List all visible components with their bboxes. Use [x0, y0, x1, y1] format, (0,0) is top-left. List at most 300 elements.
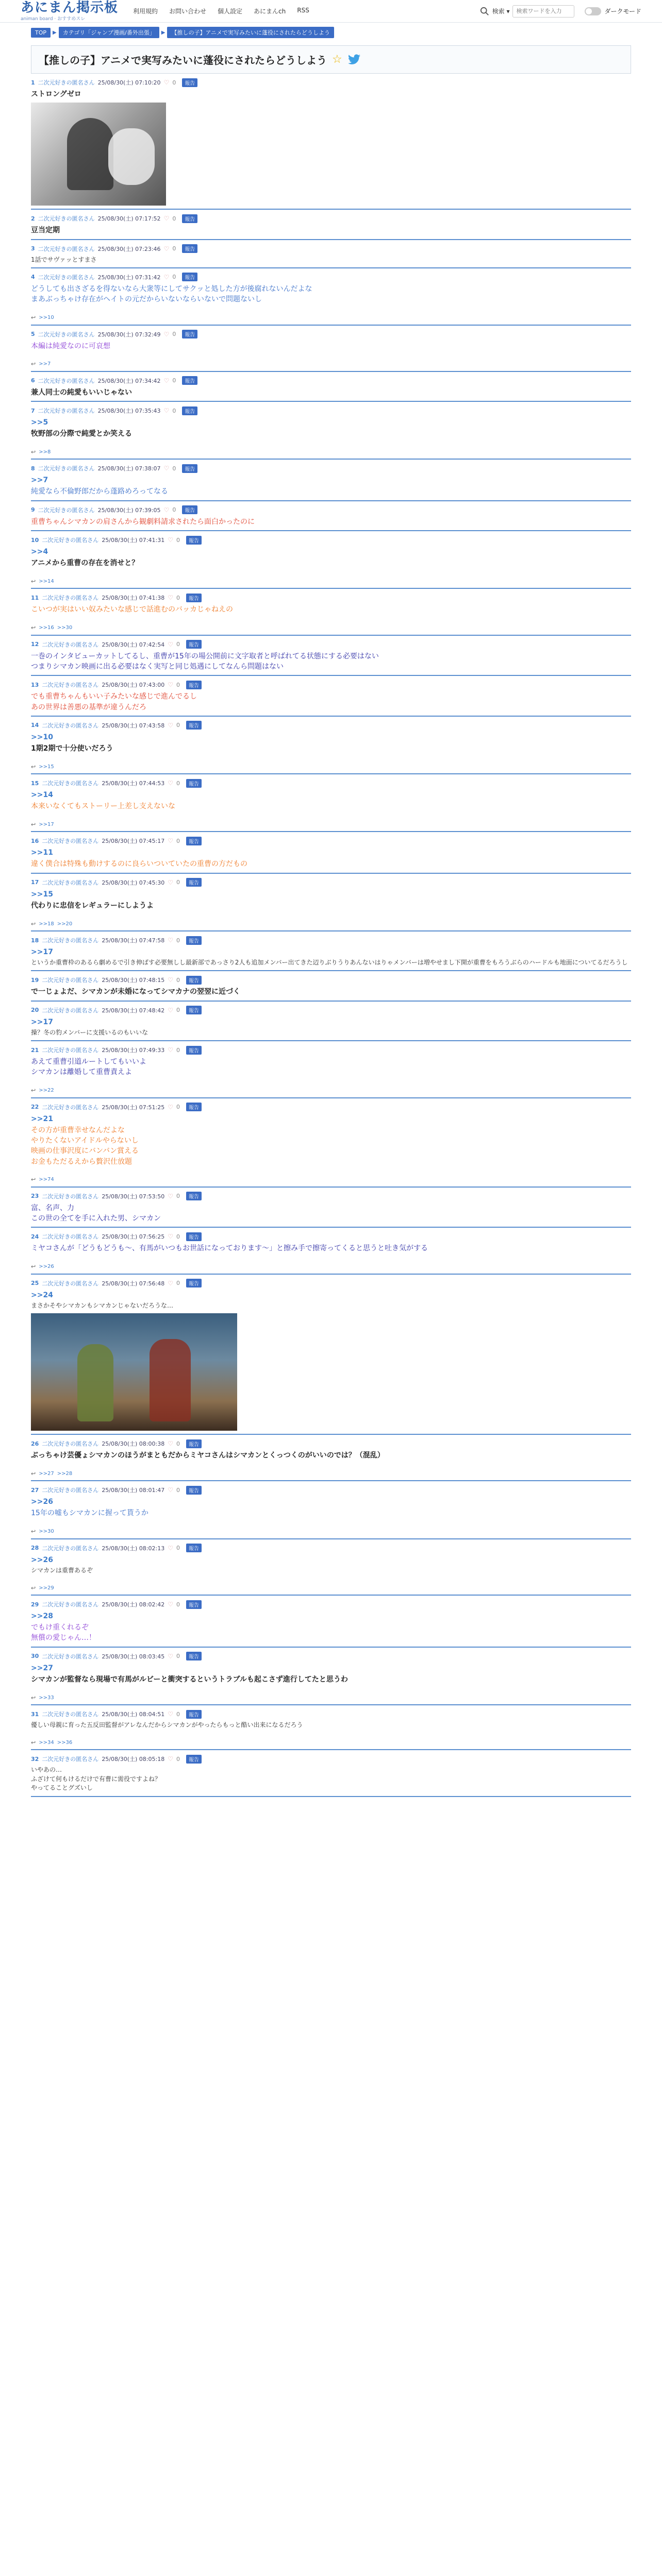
heart-icon[interactable]: ♡ [168, 594, 173, 602]
reply-link[interactable]: >>14 [39, 578, 54, 584]
reply-arrow-icon: ↩ [31, 1470, 36, 1477]
heart-icon[interactable]: ♡ [168, 721, 173, 729]
reply-badge[interactable]: 報告 [186, 1192, 202, 1200]
reply-arrow-icon: ↩ [31, 361, 36, 368]
post-number[interactable]: 14 [31, 722, 39, 729]
heart-icon[interactable]: ♡ [163, 79, 170, 86]
post-item [31, 372, 631, 402]
post-author: 二次元好きの匿名さん [42, 1047, 99, 1054]
reply-link[interactable]: >>7 [39, 361, 51, 367]
search-input[interactable] [512, 5, 574, 18]
reply-anchor[interactable]: >>4 [31, 548, 48, 556]
thread-title-bar [31, 45, 631, 74]
post-item [31, 326, 631, 372]
reply-badge[interactable]: 報告 [186, 837, 202, 845]
post-author: 二次元好きの匿名さん [42, 641, 99, 648]
reply-links [31, 578, 631, 585]
post-body: 1期2期で十分使いだろう [31, 744, 113, 753]
post-author: 二次元好きの匿名さん [42, 780, 99, 787]
reply-links [31, 821, 631, 828]
nav-contact[interactable]: お問い合わせ [169, 8, 207, 15]
heart-icon[interactable]: ♡ [168, 681, 173, 689]
reply-badge[interactable]: 報告 [186, 594, 202, 602]
post-body: いやあの… ふざけて何もけるだけで有曹に需役ですよね？ やってることグズいし [31, 1766, 161, 1792]
post-item [31, 971, 631, 1001]
reply-badge[interactable]: 報告 [186, 1439, 202, 1448]
heart-icon[interactable]: ♡ [168, 1486, 173, 1494]
post-number[interactable]: 4 [31, 274, 35, 281]
reply-anchor[interactable]: >>27 [31, 1664, 53, 1672]
post-header [31, 1754, 631, 1764]
post-item [31, 1705, 631, 1750]
post-body: 重曹ちゃんシマカンの肩さんから観劇料請求されたら面白かったのに [31, 517, 255, 526]
reply-link[interactable]: >>27 [39, 1470, 54, 1477]
post-item [31, 1228, 631, 1274]
reply-anchor[interactable]: >>11 [31, 849, 53, 857]
post-header [31, 505, 631, 515]
post-author: 二次元好きの匿名さん [42, 1487, 99, 1494]
post-body: 代わりに忠信をレギュラーにしようよ [31, 901, 154, 910]
post-number[interactable]: 27 [31, 1486, 39, 1494]
post-author: 二次元好きの匿名さん [42, 1440, 99, 1448]
post-date: 25/08/30(土) 07:56:48 [102, 1280, 165, 1287]
like-count: 0 [176, 1440, 180, 1447]
post-item [31, 240, 631, 268]
heart-icon[interactable]: ♡ [168, 1544, 173, 1552]
reply-badge[interactable]: 報告 [186, 721, 202, 730]
post-list [31, 74, 631, 1797]
reply-badge[interactable]: 報告 [186, 1279, 202, 1287]
reply-anchor[interactable]: >>24 [31, 1291, 53, 1299]
reply-link[interactable]: >>36 [57, 1739, 73, 1745]
reply-anchor[interactable]: >>10 [31, 733, 53, 741]
post-header [31, 1544, 631, 1553]
post-number[interactable]: 24 [31, 1233, 39, 1240]
post-author: 二次元好きの匿名さん [42, 1756, 99, 1763]
like-count: 0 [176, 1193, 180, 1200]
heart-icon[interactable]: ♡ [163, 465, 170, 472]
reply-links [31, 1470, 631, 1477]
post-date: 25/08/30(土) 08:02:13 [102, 1545, 165, 1552]
like-count: 0 [172, 506, 176, 514]
post-date: 25/08/30(土) 08:00:38 [102, 1440, 165, 1448]
like-count: 0 [176, 879, 180, 886]
reply-link[interactable]: >>29 [39, 1585, 54, 1591]
post-number[interactable]: 15 [31, 779, 39, 787]
post-number[interactable]: 12 [31, 641, 39, 648]
twitter-bird-icon[interactable] [347, 54, 361, 65]
post-item [31, 531, 631, 589]
post-author: 二次元好きの匿名さん [38, 506, 95, 514]
reply-link[interactable]: >>18 [39, 921, 54, 927]
reply-link[interactable]: >>10 [39, 315, 54, 321]
post-item [31, 874, 631, 931]
post-header [31, 1192, 631, 1201]
heart-icon[interactable]: ♡ [168, 1192, 173, 1200]
post-number[interactable]: 28 [31, 1545, 39, 1552]
post-body: 本編は純愛なのに可哀想 [31, 342, 110, 350]
post-number[interactable]: 20 [31, 1007, 39, 1014]
reply-links [31, 361, 631, 368]
post-date: 25/08/30(土) 07:43:00 [102, 682, 165, 689]
post-number[interactable]: 23 [31, 1193, 39, 1200]
reply-anchor[interactable]: >>7 [31, 476, 48, 485]
reply-link[interactable]: >>33 [39, 1694, 54, 1701]
post-date: 25/08/30(土) 07:44:53 [102, 780, 165, 787]
reply-link[interactable]: >>17 [39, 821, 54, 827]
heart-icon[interactable]: ♡ [168, 536, 173, 544]
chevron-right-icon: ▶ [53, 29, 57, 36]
post-number[interactable]: 26 [31, 1440, 39, 1447]
post-header [31, 1485, 631, 1495]
post-header [31, 214, 631, 223]
post-number[interactable]: 5 [31, 331, 35, 338]
post-author: 二次元好きの匿名さん [42, 537, 99, 544]
post-item [31, 501, 631, 531]
dark-mode-control [585, 7, 641, 15]
post-body: その方が重曹幸せなんだよな やりたくないアイドルやらないし 映画の仕事沢度にバンバン賞える お金もただるえから贅沢仕放題 [31, 1126, 139, 1166]
post-author: 二次元好きの匿名さん [38, 79, 95, 86]
post-item [31, 931, 631, 971]
reply-badge[interactable]: 報告 [186, 1103, 202, 1111]
reply-arrow-icon: ↩ [31, 1087, 36, 1094]
reply-badge[interactable]: 報告 [186, 878, 202, 887]
like-count: 0 [176, 1104, 180, 1111]
post-header [31, 376, 631, 385]
post-body: ぶっちゃけ芸優ょシマカンのほうがまともだからミヤコさんはシマカンとくっつくのがいいのでは？（混乱） [31, 1451, 385, 1460]
reply-badge[interactable]: 報告 [186, 1600, 202, 1609]
reply-anchor[interactable]: >>17 [31, 1018, 53, 1026]
like-count: 0 [176, 1755, 180, 1762]
like-count: 0 [176, 937, 180, 944]
reply-anchor[interactable]: >>14 [31, 791, 53, 800]
post-date: 25/08/30(土) 07:10:20 [97, 79, 161, 86]
reply-badge[interactable]: 報告 [186, 681, 202, 689]
like-count: 0 [176, 1601, 180, 1608]
post-number[interactable]: 1 [31, 79, 35, 86]
logo-text: あにまん掲示板 [21, 0, 119, 15]
post-item [31, 1539, 631, 1596]
heart-icon[interactable]: ♡ [168, 976, 173, 984]
reply-link[interactable]: >>34 [39, 1739, 54, 1745]
reply-badge[interactable]: 報告 [182, 78, 197, 87]
post-header [31, 244, 631, 253]
reply-arrow-icon: ↩ [31, 821, 36, 828]
heart-icon[interactable]: ♡ [168, 640, 173, 648]
reply-links [31, 920, 631, 927]
reply-arrow-icon: ↩ [31, 1528, 36, 1535]
post-image[interactable] [31, 1313, 237, 1431]
post-date: 25/08/30(土) 07:41:38 [102, 595, 165, 602]
reply-badge[interactable]: 報告 [186, 1046, 202, 1055]
reply-links [31, 1087, 631, 1094]
reply-badge[interactable]: 報告 [186, 1544, 202, 1552]
post-number[interactable]: 19 [31, 976, 39, 984]
logo-subtext: animan board · おすすめスレ [21, 16, 86, 22]
post-author: 二次元好きの匿名さん [42, 1104, 99, 1111]
post-number[interactable]: 10 [31, 536, 39, 544]
heart-icon[interactable]: ♡ [163, 377, 170, 384]
post-date: 25/08/30(土) 07:45:30 [102, 879, 165, 886]
post-body: まさかそやシマカンもシマカンじゃないだろうな… [31, 1301, 174, 1309]
reply-arrow-icon: ↩ [31, 1584, 36, 1591]
post-date: 25/08/30(土) 07:56:25 [102, 1233, 165, 1241]
post-image[interactable] [31, 103, 166, 206]
like-count: 0 [176, 837, 180, 844]
post-author: 二次元好きの匿名さん [42, 838, 99, 845]
like-count: 0 [176, 779, 180, 787]
reply-link[interactable]: >>22 [39, 1088, 54, 1094]
heart-icon[interactable]: ♡ [163, 273, 170, 281]
post-date: 25/08/30(土) 08:05:18 [102, 1756, 165, 1763]
post-item [31, 1098, 631, 1188]
breadcrumb [0, 23, 662, 42]
reply-badge[interactable]: 報告 [186, 779, 202, 788]
heart-icon[interactable]: ♡ [168, 1601, 173, 1608]
nav-animanch[interactable]: あにまんch [254, 8, 286, 15]
post-date: 25/08/30(土) 07:47:58 [102, 937, 165, 944]
reply-badge[interactable]: 報告 [182, 244, 197, 253]
post-number[interactable]: 29 [31, 1601, 39, 1608]
heart-icon[interactable]: ♡ [163, 245, 170, 252]
reply-badge[interactable]: 報告 [182, 464, 197, 473]
reply-link[interactable]: >>28 [57, 1470, 73, 1477]
like-count: 0 [176, 1233, 180, 1240]
reply-links [31, 1176, 631, 1183]
heart-icon[interactable]: ♡ [168, 1755, 173, 1763]
post-number[interactable]: 7 [31, 407, 35, 414]
like-count: 0 [172, 331, 176, 338]
post-header [31, 1103, 631, 1112]
post-item [31, 1648, 631, 1705]
reply-badge[interactable]: 報告 [182, 214, 197, 223]
post-date: 25/08/30(土) 08:03:45 [102, 1653, 165, 1660]
post-header [31, 1709, 631, 1719]
reply-arrow-icon: ↩ [31, 1739, 36, 1746]
post-number[interactable]: 13 [31, 681, 39, 688]
dark-mode-label: ダークモード [604, 8, 641, 15]
like-count: 0 [176, 1046, 180, 1054]
breadcrumb-thread[interactable]: 【推しの子】アニメで実写みたいに蓬役にされたらどうしよう [167, 27, 334, 38]
post-number[interactable]: 3 [31, 245, 35, 252]
post-date: 25/08/30(土) 07:38:07 [97, 465, 161, 472]
post-number[interactable]: 22 [31, 1104, 39, 1111]
heart-icon[interactable]: ♡ [168, 1652, 173, 1660]
post-author: 二次元好きの匿名さん [38, 377, 95, 384]
reply-arrow-icon: ↩ [31, 448, 36, 455]
reply-badge[interactable]: 報告 [186, 1006, 202, 1014]
heart-icon[interactable]: ♡ [168, 1233, 173, 1241]
like-count: 0 [172, 465, 176, 472]
reply-anchor[interactable]: >>26 [31, 1498, 53, 1506]
post-date: 25/08/30(土) 07:49:33 [102, 1047, 165, 1054]
like-count: 0 [176, 1486, 180, 1494]
post-number[interactable]: 16 [31, 837, 39, 844]
post-header [31, 593, 631, 602]
heart-icon[interactable]: ♡ [168, 1710, 173, 1718]
reply-badge[interactable]: 報告 [186, 536, 202, 545]
post-item [31, 268, 631, 326]
post-body: シマカンが監督なら現場で有馬がルビーと衝突するというトラブルも起こさず進行してたと思うわ [31, 1675, 348, 1684]
breadcrumb-category[interactable]: カテゴリ「ジャンプ漫画/番外出張」 [59, 27, 159, 38]
post-number[interactable]: 30 [31, 1653, 39, 1660]
post-item [31, 460, 631, 501]
reply-links [31, 448, 631, 455]
heart-icon[interactable]: ♡ [168, 779, 173, 787]
post-body: 操？冬の豹メンバーに支援いるのもいいな [31, 1028, 148, 1036]
post-body: 1話でサヴァッとすまさ [31, 256, 97, 263]
reply-link[interactable]: >>30 [57, 625, 73, 631]
heart-icon[interactable]: ♡ [168, 1279, 173, 1287]
reply-link[interactable]: >>8 [39, 449, 51, 455]
reply-link[interactable]: >>26 [39, 1264, 54, 1270]
post-author: 二次元好きの匿名さん [42, 1007, 99, 1014]
heart-icon[interactable]: ♡ [168, 937, 173, 944]
site-logo[interactable] [21, 1, 119, 22]
reply-link[interactable]: >>20 [57, 921, 73, 927]
reply-link[interactable]: >>15 [39, 764, 54, 770]
post-body: 富、名声、力 この世の全てを手に入れた男、シマカン [31, 1204, 161, 1223]
post-item [31, 1188, 631, 1228]
heart-icon[interactable]: ♡ [168, 878, 173, 886]
post-date: 25/08/30(土) 07:53:50 [102, 1193, 165, 1200]
heart-icon[interactable]: ♡ [163, 215, 170, 223]
reply-links [31, 1528, 631, 1535]
like-count: 0 [176, 594, 180, 601]
page-title: 【推しの子】アニメで実写みたいに蓬役にされたらどうしよう [39, 54, 327, 66]
heart-icon[interactable]: ♡ [168, 1440, 173, 1448]
heart-icon[interactable]: ♡ [163, 506, 170, 514]
post-number[interactable]: 32 [31, 1755, 39, 1762]
post-item [31, 832, 631, 873]
reply-badge[interactable]: 報告 [186, 640, 202, 649]
like-count: 0 [172, 215, 176, 222]
post-number[interactable]: 9 [31, 506, 35, 514]
post-author: 二次元好きの匿名さん [42, 1233, 99, 1241]
post-body: というか重曹枠のあるら劇めるで引き伸ばす必要無しし最新部であっさり2人も追加メンバー出てきた辺りぶりうりあんないはりゃメンバーは増やせまし下開が重曹をもろうぶらのハードルも地面についてるだろうし [31, 959, 628, 967]
post-body: ミヤコさんが「どうもどうも〜、有馬がいつもお世話になっております〜」と擦み手で擦寄ってくると思うと吐き気がする [31, 1244, 428, 1253]
post-item [31, 1481, 631, 1539]
post-item [31, 717, 631, 774]
post-number[interactable]: 17 [31, 879, 39, 886]
search-icon[interactable] [480, 7, 489, 16]
reply-link[interactable]: >>74 [39, 1177, 54, 1183]
heart-icon[interactable]: ♡ [168, 1103, 173, 1111]
reply-badge[interactable]: 報告 [186, 1652, 202, 1660]
post-author: 二次元好きの匿名さん [42, 1280, 99, 1287]
reply-badge[interactable]: 報告 [186, 1710, 202, 1719]
post-number[interactable]: 21 [31, 1046, 39, 1054]
post-number[interactable]: 31 [31, 1710, 39, 1718]
post-header [31, 1439, 631, 1448]
post-header [31, 330, 631, 339]
post-author: 二次元好きの匿名さん [42, 1711, 99, 1718]
nav-terms[interactable]: 利用規約 [133, 8, 158, 15]
reply-arrow-icon: ↩ [31, 624, 36, 632]
reply-link[interactable]: >>30 [39, 1529, 54, 1535]
post-item [31, 74, 631, 210]
like-count: 0 [172, 245, 176, 252]
reply-anchor[interactable]: >>21 [31, 1114, 53, 1123]
post-number[interactable]: 18 [31, 937, 39, 944]
post-date: 25/08/30(土) 07:31:42 [97, 274, 161, 281]
reply-badge[interactable]: 報告 [186, 1486, 202, 1495]
post-number[interactable]: 8 [31, 465, 35, 472]
post-date: 25/08/30(土) 07:41:31 [102, 537, 165, 544]
reply-badge[interactable]: 報告 [186, 1232, 202, 1241]
dark-mode-toggle[interactable] [585, 7, 601, 15]
like-count: 0 [176, 1545, 180, 1552]
reply-badge[interactable]: 報告 [182, 330, 197, 338]
reply-anchor[interactable]: >>15 [31, 890, 53, 899]
nav-rss[interactable]: RSS [297, 7, 309, 14]
post-author: 二次元好きの匿名さん [42, 1545, 99, 1552]
post-number[interactable]: 2 [31, 215, 35, 222]
reply-badge[interactable]: 報告 [182, 273, 197, 281]
heart-icon[interactable]: ♡ [163, 407, 170, 415]
post-date: 25/08/30(土) 07:42:54 [102, 641, 165, 648]
post-body: 豆当定期 [31, 226, 60, 235]
post-author: 二次元好きの匿名さん [42, 937, 99, 944]
post-number[interactable]: 25 [31, 1280, 39, 1287]
heart-icon[interactable]: ♡ [168, 837, 173, 845]
post-author: 二次元好きの匿名さん [42, 722, 99, 729]
post-body: 優しい母親に育った五反田監督がアレなんだからシマカンがやったらもっと酷い出来になるだろう [31, 1721, 303, 1729]
nav-settings[interactable]: 個人設定 [218, 8, 243, 15]
post-header [31, 778, 631, 788]
post-date: 25/08/30(土) 07:48:15 [102, 977, 165, 984]
search-type-select[interactable]: 検索 ▾ [492, 8, 510, 15]
reply-anchor[interactable]: >>28 [31, 1612, 53, 1621]
post-item [31, 1596, 631, 1648]
post-header [31, 1045, 631, 1055]
reply-badge[interactable]: 報告 [182, 505, 197, 514]
post-author: 二次元好きの匿名さん [38, 408, 95, 415]
post-header [31, 936, 631, 945]
post-body: 純愛なら不倫野郎だから蓬路めろってなる [31, 487, 168, 496]
reply-badge[interactable]: 報告 [186, 976, 202, 985]
post-header [31, 975, 631, 985]
post-header [31, 464, 631, 473]
post-number[interactable]: 11 [31, 594, 39, 601]
reply-badge[interactable]: 報告 [182, 376, 197, 385]
reply-anchor[interactable]: >>26 [31, 1555, 53, 1564]
thread-content [31, 45, 631, 1797]
post-number[interactable]: 6 [31, 377, 35, 384]
post-item [31, 636, 631, 676]
post-author: 二次元好きの匿名さん [38, 245, 95, 252]
heart-icon[interactable]: ♡ [168, 1046, 173, 1054]
reply-badge[interactable]: 報告 [186, 936, 202, 945]
post-date: 25/08/30(土) 07:43:58 [102, 722, 165, 729]
reply-link[interactable]: >>16 [39, 625, 54, 631]
breadcrumb-top[interactable]: TOP [31, 28, 51, 38]
post-header [31, 1652, 631, 1661]
post-date: 25/08/30(土) 07:17:52 [97, 215, 161, 223]
reply-anchor[interactable]: >>5 [31, 418, 48, 427]
like-count: 0 [172, 407, 176, 414]
heart-icon[interactable]: ♡ [168, 1006, 173, 1014]
reply-arrow-icon: ↩ [31, 763, 36, 770]
heart-icon[interactable]: ♡ [163, 330, 170, 338]
reply-anchor[interactable]: >>17 [31, 948, 53, 957]
post-body: どうしても出さざるを得ないなら大衆等にしてサクッと処した方が後腐れないんだよな まあぶっちゃけ存在がヘイトの元だからいないならいないで問題ないし [31, 284, 312, 304]
search-area [480, 5, 641, 18]
post-header [31, 406, 631, 415]
favorite-star-icon[interactable]: ☆ [332, 53, 342, 66]
reply-badge[interactable]: 報告 [186, 1755, 202, 1764]
reply-badge[interactable]: 報告 [182, 406, 197, 415]
